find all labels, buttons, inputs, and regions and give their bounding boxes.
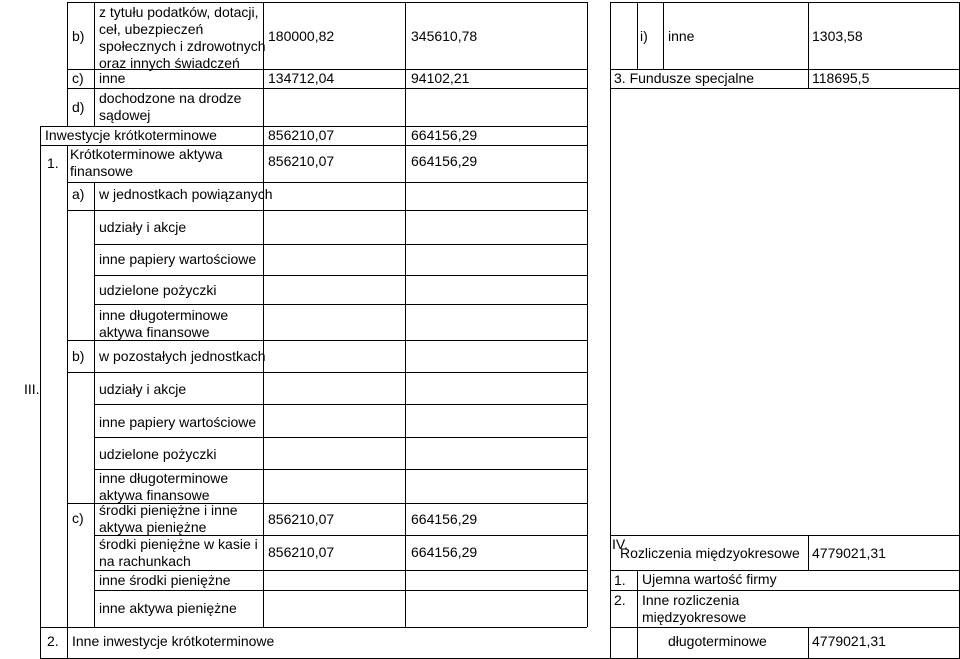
related-item: inne papiery wartościowe xyxy=(99,251,257,267)
row-i-value: 1303,58 xyxy=(812,28,863,44)
row-b-marker: b) xyxy=(72,28,85,44)
related-other-item xyxy=(99,307,228,341)
long-term-value: 4779021,31 xyxy=(812,633,886,649)
row-d-label-line: sądowej xyxy=(99,107,151,123)
row-d-label xyxy=(99,90,241,124)
related-other-line: aktywa finansowe xyxy=(99,324,210,340)
row-b-label-line: z tytułu podatków, dotacji, xyxy=(99,4,259,20)
row-i-marker: i) xyxy=(640,28,648,44)
row-i-label: inne xyxy=(668,28,695,44)
row-b-label xyxy=(99,4,266,72)
accruals-marker: IV. xyxy=(612,536,628,552)
other-inv-label: Inne inwestycje krótkoterminowe xyxy=(72,633,275,649)
cash-label-line: aktywa pieniężne xyxy=(99,519,207,535)
row-b-value-1: 180000,82 xyxy=(268,28,335,44)
other-units-marker: b) xyxy=(72,348,85,364)
row-b-label-line: społecznych i zdrowotnych xyxy=(99,38,266,54)
investments-value-1: 856210,07 xyxy=(268,127,335,143)
accruals-value: 4779021,31 xyxy=(812,545,886,561)
cash-bank-label-line: na rachunkach xyxy=(99,553,191,569)
other-assets-label: inne aktywa pieniężne xyxy=(99,600,237,616)
short-term-value-2: 664156,29 xyxy=(411,153,478,169)
other-other-line: inne długoterminowe xyxy=(99,470,229,486)
short-term-value-1: 856210,07 xyxy=(268,153,335,169)
acc2-label-line: międzyokresowe xyxy=(642,609,747,625)
cash-label xyxy=(99,502,238,536)
related-other-line: inne długoterminowe xyxy=(99,307,229,323)
short-term-marker: 1. xyxy=(47,155,59,171)
row-b-label-line: ceł, ubezpieczeń xyxy=(99,21,204,37)
related-marker: a) xyxy=(72,186,85,202)
related-item: udziały i akcje xyxy=(99,219,187,235)
other-inv-marker: 2. xyxy=(47,633,59,649)
cash-bank-label xyxy=(99,536,258,570)
acc2-label-line: Inne rozliczenia xyxy=(642,592,740,608)
accruals-label: Rozliczenia międzyokresowe xyxy=(620,545,800,561)
row-c-marker: c) xyxy=(72,70,84,86)
short-term-label xyxy=(70,146,223,180)
cash-bank-label-line: środki pieniężne w kasie i xyxy=(99,536,258,552)
investments-label: Inwestycje krótkoterminowe xyxy=(45,127,217,143)
cash-value-2: 664156,29 xyxy=(411,511,478,527)
other-cash-label: inne środki pieniężne xyxy=(99,572,231,588)
other-units-label: w pozostałych jednostkach xyxy=(99,348,266,364)
acc2-marker: 2. xyxy=(614,592,626,608)
acc2-label xyxy=(642,592,746,626)
row-d-marker: d) xyxy=(72,99,85,115)
funds-value: 118695,5 xyxy=(812,70,870,86)
row-c-value-1: 134712,04 xyxy=(268,70,335,86)
related-label: w jednostkach powiązanych xyxy=(99,186,273,202)
row-b-label-line: oraz innych świadczeń xyxy=(99,55,240,71)
short-term-label-line: Krótkoterminowe aktywa xyxy=(70,146,223,162)
acc1-label: Ujemna wartość firmy xyxy=(642,571,777,587)
other-other-line: aktywa finansowe xyxy=(99,487,210,503)
cash-marker: c) xyxy=(72,510,84,526)
other-item: udziały i akcje xyxy=(99,381,187,397)
cash-bank-value-2: 664156,29 xyxy=(411,544,478,560)
section-iii-marker: III. xyxy=(24,381,40,397)
row-c-value-2: 94102,21 xyxy=(411,70,470,86)
long-term-label: długoterminowe xyxy=(668,633,767,649)
row-c-label: inne xyxy=(99,70,126,86)
row-b-value-2: 345610,78 xyxy=(411,28,478,44)
short-term-label-line: finansowe xyxy=(70,163,134,179)
other-other-item xyxy=(99,470,228,504)
row-d-label-line: dochodzone na drodze xyxy=(99,90,242,106)
cash-value-1: 856210,07 xyxy=(268,511,335,527)
other-item: udzielone pożyczki xyxy=(99,446,217,462)
cash-label-line: środki pieniężne i inne xyxy=(99,502,238,518)
funds-label: 3. Fundusze specjalne xyxy=(614,70,755,86)
other-item: inne papiery wartościowe xyxy=(99,414,257,430)
acc1-marker: 1. xyxy=(614,572,626,588)
cash-bank-value-1: 856210,07 xyxy=(268,544,335,560)
investments-value-2: 664156,29 xyxy=(411,127,478,143)
related-item: udzielone pożyczki xyxy=(99,282,217,298)
